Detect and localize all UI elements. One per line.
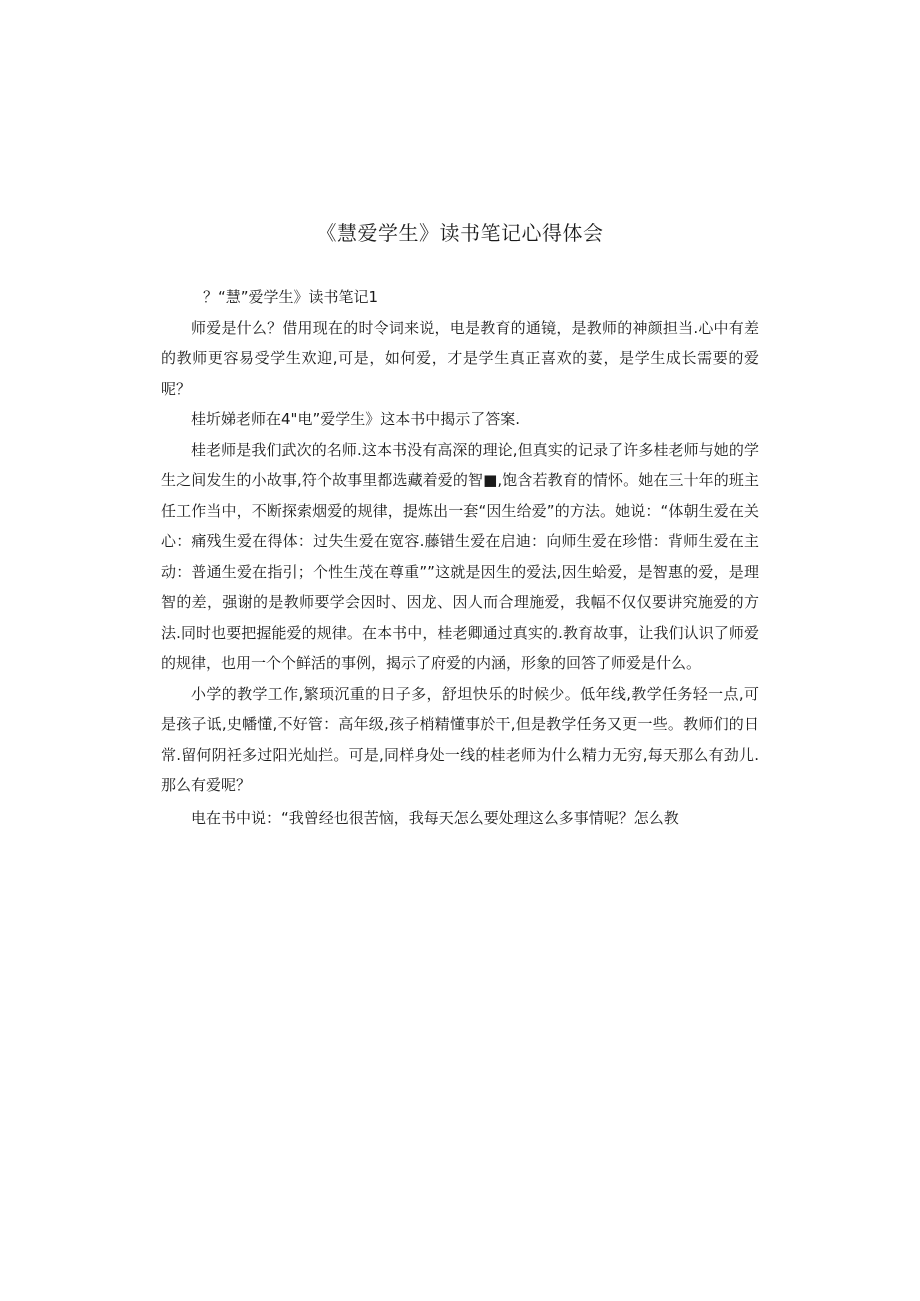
paragraph: 桂老师是我们武次的名师.这本书没有高深的理论,但真实的记录了许多桂老师与她的学生之间发生的小故事,符个故事里都选藏着爱的智■,饱含若教育的情怀。她在三十年的班主任工作当中，不断探索烟爱的规律，提炼出一套“因生给爱”的方法。她说：“体朝生爱在关心：痛残生爱在得体：过失生爱在宽容.藤错生爱在启迪：向师生爱在珍惜：背师生爱在主动：普通生爱在指引；个性生茂在尊重””这就是因生的爱法,因生蛤爱，是智惠的爱，是理智的差，强谢的是教师要学会因时、因龙、因人而合理施爱，我幅不仅仅要讲究施爱的方法.同时也要把握能爱的规律。在本书中，桂老卿通过真实的.教育故事，让我们认识了师爱的规律，也用一个个鲜活的事例，揭示了府爱的内涵，形象的回答了师爱是什么。 — [161, 440, 759, 672]
paragraph: 师爱是什么？借用现在的时令词来说，电是教育的通镜，是教师的神颜担当.心中有差的教师更容易受学生欢迎,可是，如何爱，才是学生真正喜欢的荽，是学生成长需要的爱呢？ — [161, 318, 759, 398]
section-subtitle: ？“慧”爱学生》读书笔记1 — [203, 288, 379, 306]
paragraph: 电在书中说：“我曾经也很苦恼，我每天怎么要处理这么多事情呢？怎么教 — [191, 808, 679, 827]
document-body — [161, 282, 759, 833]
paragraph: 小学的教学工作,繁顼沉重的日子多，舒坦快乐的时候少。低年线,教学任务轻一点,可是孩子诋,史幡懂,不好管：高年级,孩子梢精懂事於干,但是教学任务又更一些。教师们的日常.留何阴衽多过阳光灿拦。可是,同样身处一线的桂老师为什么精力无穷,每天那么有劲儿.那么有爱呢？ — [161, 684, 759, 794]
document-title: 《慧爱学生》读书笔记心得体会 — [316, 221, 604, 245]
paragraph: 桂圻娣老师在4"电”爱学生》这本书中揭示了答案. — [191, 410, 520, 428]
